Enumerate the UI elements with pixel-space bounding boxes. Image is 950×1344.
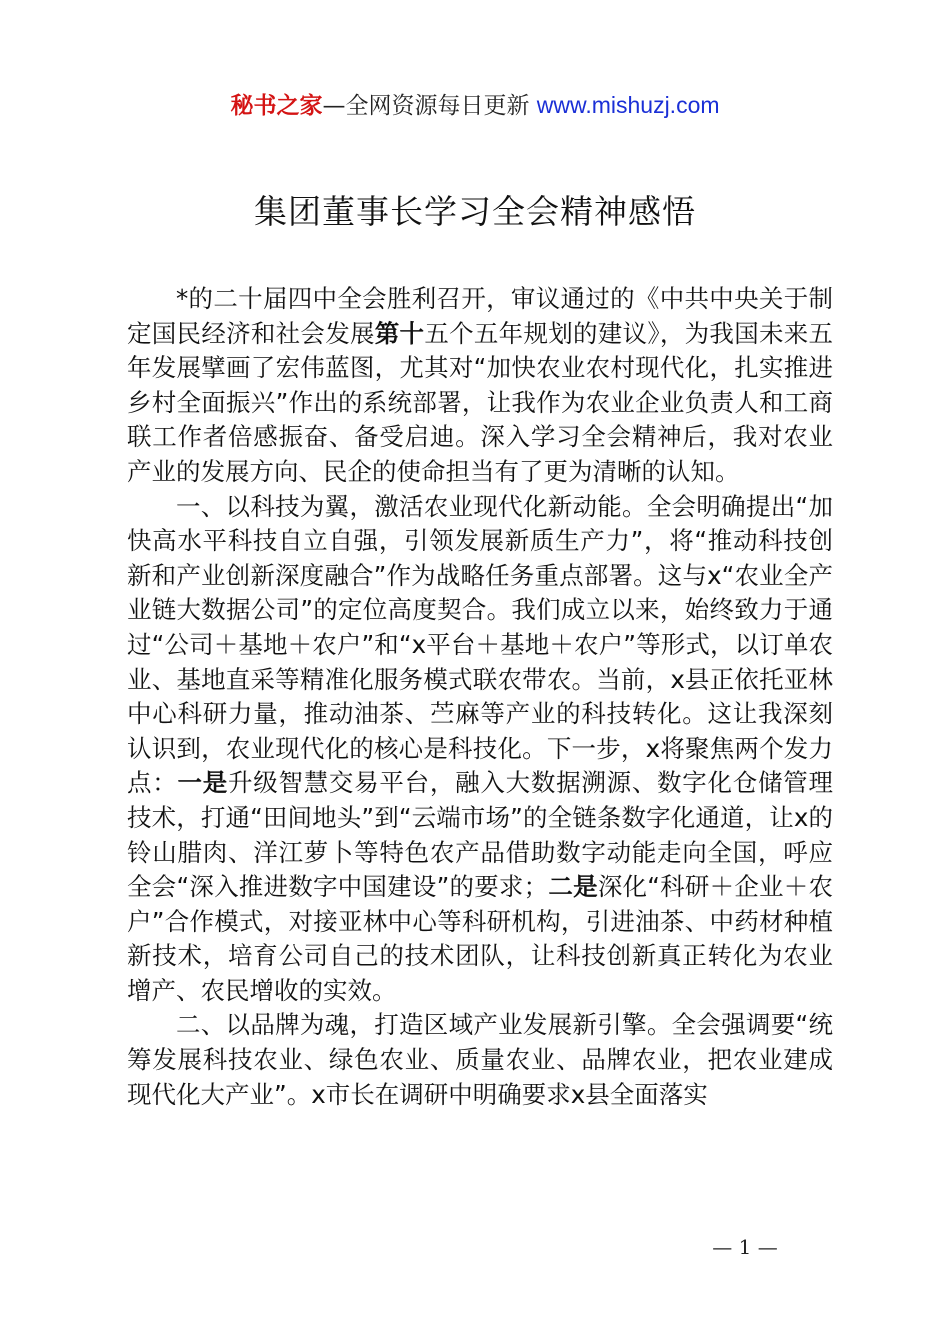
section-one-text-3: 深化“科研＋企业＋农户”合作模式，对接亚林中心等科研机构，引进油茶、中药材种植新技术，培育公司自己的技术团队，让科技创新真正转化为农业增产、农民增收的实效。 [127, 872, 833, 1005]
paragraph-intro-text-1: *的二十届四中全会胜利召开，审议通过的《中共中央关于制定国民经济和社会发展 [127, 284, 833, 348]
section-one-bold-1: 一是 [177, 768, 228, 798]
section-one-bold-2: 二是 [548, 872, 598, 902]
paragraph-intro-bold-1: 第十 [374, 318, 425, 348]
section-two-text-1: 二、以品牌为魂，打造区域产业发展新引擎。全会强调要“统筹发展科技农业、绿色农业、质量农业、品牌农业，把农业建成现代化大产业”。x市长在调研中明确要求x县全面落实 [127, 1010, 833, 1109]
site-tagline: —全网资源每日更新 [322, 93, 537, 119]
document-title: 集团董事长学习全会精神感悟 [254, 192, 696, 231]
paragraph-section-one [127, 490, 833, 1009]
site-url[interactable]: www.mishuzj.com [536, 92, 720, 118]
page-number: — 1 — [712, 1235, 778, 1259]
section-one-text-2: 升级智慧交易平台，融入大数据溯源、数字化仓储管理技术，打通“田间地头”到“云端市场”的全链条数字化通道，让x的铃山腊肉、洋江萝卜等特色农产品借助数字动能走向全国，呼应全会“深入推进数字中国建设”的要求； [127, 768, 834, 902]
site-brand: 秘书之家 [230, 93, 323, 119]
site-header [0, 88, 950, 123]
document-body [127, 282, 833, 1112]
paragraph-intro [127, 282, 833, 490]
paragraph-intro-text-2: 五个五年规划的建议》，为我国未来五年发展擘画了宏伟蓝图，尤其对“加快农业农村现代化，扎实推进乡村全面振兴”作出的系统部署，让我作为农业企业负责人和工商联工作者倍感振奋、备受启迪。深入学习全会精神后，我对农业产业的发展方向、民企的使命担当有了更为清晰的认知。 [127, 318, 834, 486]
paragraph-section-two [127, 1008, 833, 1112]
section-one-text-1: 一、以科技为翼，激活农业现代化新动能。全会明确提出“加快高水平科技自立自强，引领发展新质生产力”，将“推动科技创新和产业创新深度融合”作为战略任务重点部署。这与x“农业全产业链大数据公司”的定位高度契合。我们成立以来，始终致力于通过“公司＋基地＋农户”和“x平台＋基地＋农户”等形式，以订单农业、基地直采等精准化服务模式联农带农。当前，x县正依托亚林中心科研力量，推动油茶、苎麻等产业的科技转化。这让我深刻认识到，农业现代化的核心是科技化。下一步，x将聚焦两个发力点： [127, 491, 833, 798]
